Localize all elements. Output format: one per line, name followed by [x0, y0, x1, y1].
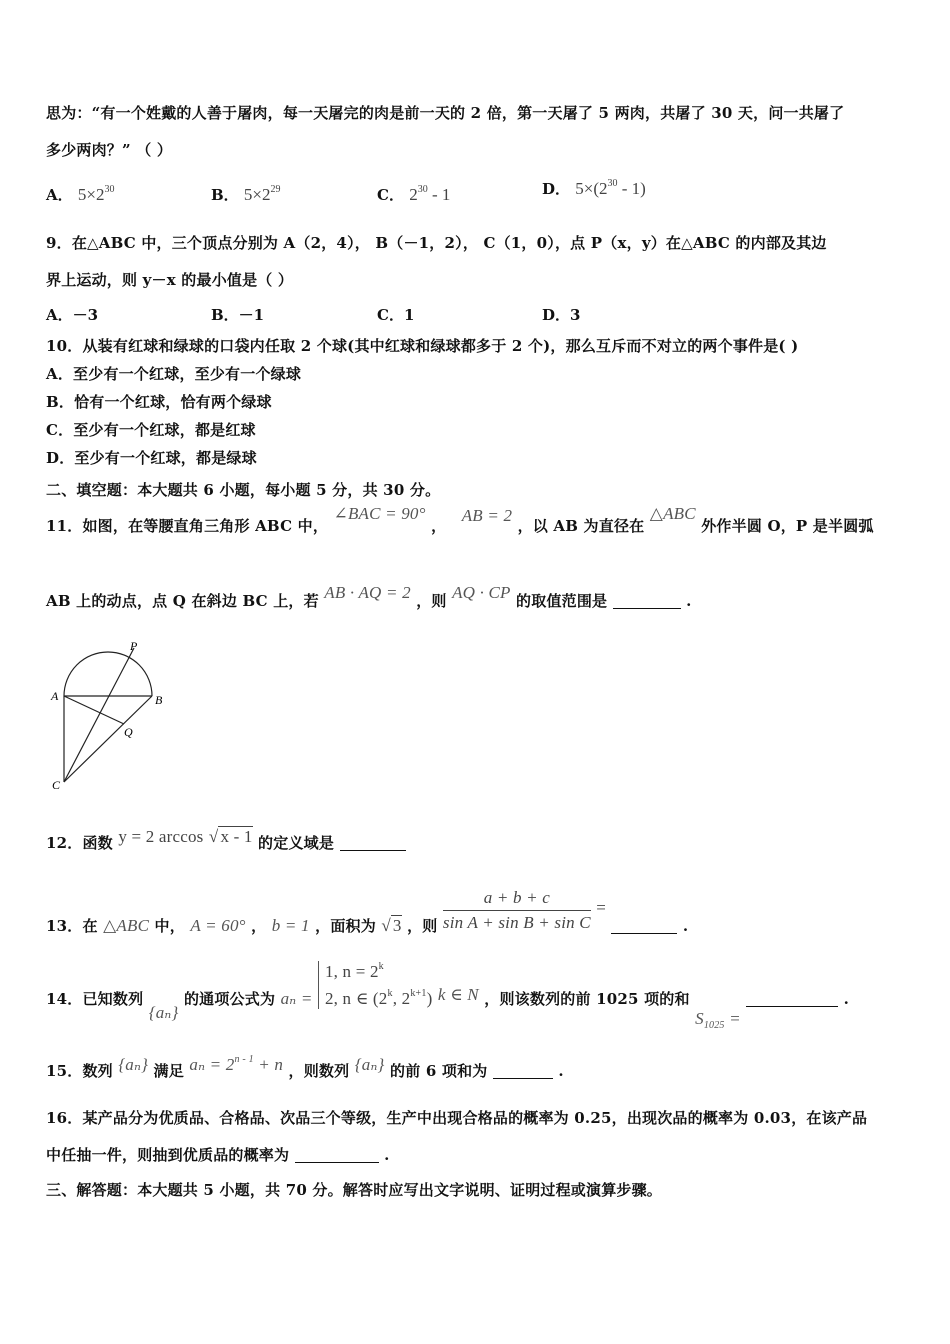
q8-option-b: B． $5\times 2^{29}$	[211, 184, 281, 204]
q8-option-d: D． $5\times(2^{30} - 1)$	[542, 178, 646, 198]
q13-line: 13．在 △ABC 中， A = 60° ， b = 1 ，面积为 √ 3 ，则 $\frac{a + b + c}{\text{sin A + sin B + sin C}}$ = .	[46, 888, 689, 935]
q10-stem: 10．从装有红球和绿球的口袋内任取 2 个球(其中红球和绿球都多于 2 个)，那么互斥而不对立的两个事件是( )	[46, 337, 799, 355]
q14-piecewise: 1, $n = 2^k$ 2, n ∈ (2$^k$, $2^{k+1}$)	[318, 961, 432, 1009]
q14-answer-blank	[746, 992, 838, 1007]
semicircle-triangle-figure	[40, 636, 180, 796]
q13-fraction: $\frac{a + b + c}{\text{sin A + sin B + sin C}}$	[442, 888, 591, 932]
q9-option-a: A．－3	[46, 306, 99, 324]
label-a: A	[51, 689, 59, 703]
q16-line1: 16．某产品分为优质品、合格品、次品三个等级，生产中出现合格品的概率为 0.25，出现次品的概率为 0.03，在该产品	[46, 1109, 868, 1127]
label-p: P	[130, 639, 138, 653]
q8-line1: 思为：“有一个姓戴的人善于屠肉，每一天屠完的肉是前一天的 2 倍，第一天屠了 5 两肉，共屠了 30 天，问一共屠了	[46, 104, 845, 122]
q8-option-c: C． $2^{30} - 1$	[377, 184, 451, 204]
q15-line: 15．数列 {aₙ} 满足 $a_n = 2^{n - 1} + n$ ，则数列 {aₙ} 的前 6 项和为 .	[46, 1054, 564, 1080]
q14-line: 14．已知数列 {aₙ} 的通项公式为 aₙ = 1, $n = 2^k$ 2, n ∈ (2$^k$, $2^{k+1}$) k ∈ N ，则该数列的前 1025 项的和 $S_{1025}$ = .	[46, 961, 850, 1031]
q8-option-a: A． $5\times 2^{30}$	[46, 184, 115, 204]
q10-option-c: C．至少有一个红球，都是红球	[46, 421, 256, 439]
q10-option-a: A．至少有一个红球，至少有一个绿球	[46, 365, 302, 383]
q8-line2: 多少两肉？” （ ）	[46, 141, 173, 159]
q10-option-d: D．至少有一个红球，都是绿球	[46, 449, 257, 467]
q11-answer-blank	[613, 594, 681, 609]
q12-line: 12．函数 y = 2 arccos √ x - 1 的定义域是	[46, 832, 406, 853]
label-c: C	[52, 778, 61, 792]
q12-answer-blank	[340, 836, 406, 851]
semicircle-arc	[64, 652, 152, 696]
label-q: Q	[124, 725, 133, 739]
q16-line2: 中任抽一件，则抽到优质品的概率为 .	[46, 1146, 390, 1164]
q11-line2: AB 上的动点，点 Q 在斜边 BC 上，若 AB · AQ = 2 ，则 AQ · CP 的取值范围是 .	[46, 583, 692, 610]
section-2-heading: 二、填空题：本大题共 6 小题，每小题 5 分，共 30 分。	[46, 481, 441, 499]
q9-option-b: B．－1	[211, 306, 265, 324]
q9-line2: 界上运动，则 y－x 的最小值是（ ）	[46, 271, 294, 289]
q9-option-c: C．1	[377, 306, 415, 324]
section-3-heading: 三、解答题：本大题共 5 小题，共 70 分。解答时应写出文字说明、证明过程或演算步骤。	[46, 1181, 663, 1199]
q11-line1: 11．如图，在等腰直角三角形 ABC 中， ∠BAC = 90° ， AB = 2 ，以 AB 为直径在 △ABC 外作半圆 O，P 是半圆弧	[46, 504, 874, 535]
q9-line1: 9．在△ABC 中，三个顶点分别为 A（2，4）， B（－1，2）， C（1，0），点 P（x，y）在△ABC 的内部及其边	[46, 234, 827, 252]
segment-aq	[64, 696, 124, 724]
q13-answer-blank	[611, 919, 677, 934]
label-b: B	[155, 693, 163, 707]
segment-cb	[64, 696, 152, 782]
q9-option-d: D．3	[542, 306, 581, 324]
q16-answer-blank	[295, 1148, 379, 1163]
q10-option-b: B．恰有一个红球，恰有两个绿球	[46, 393, 272, 411]
q15-answer-blank	[493, 1064, 553, 1079]
